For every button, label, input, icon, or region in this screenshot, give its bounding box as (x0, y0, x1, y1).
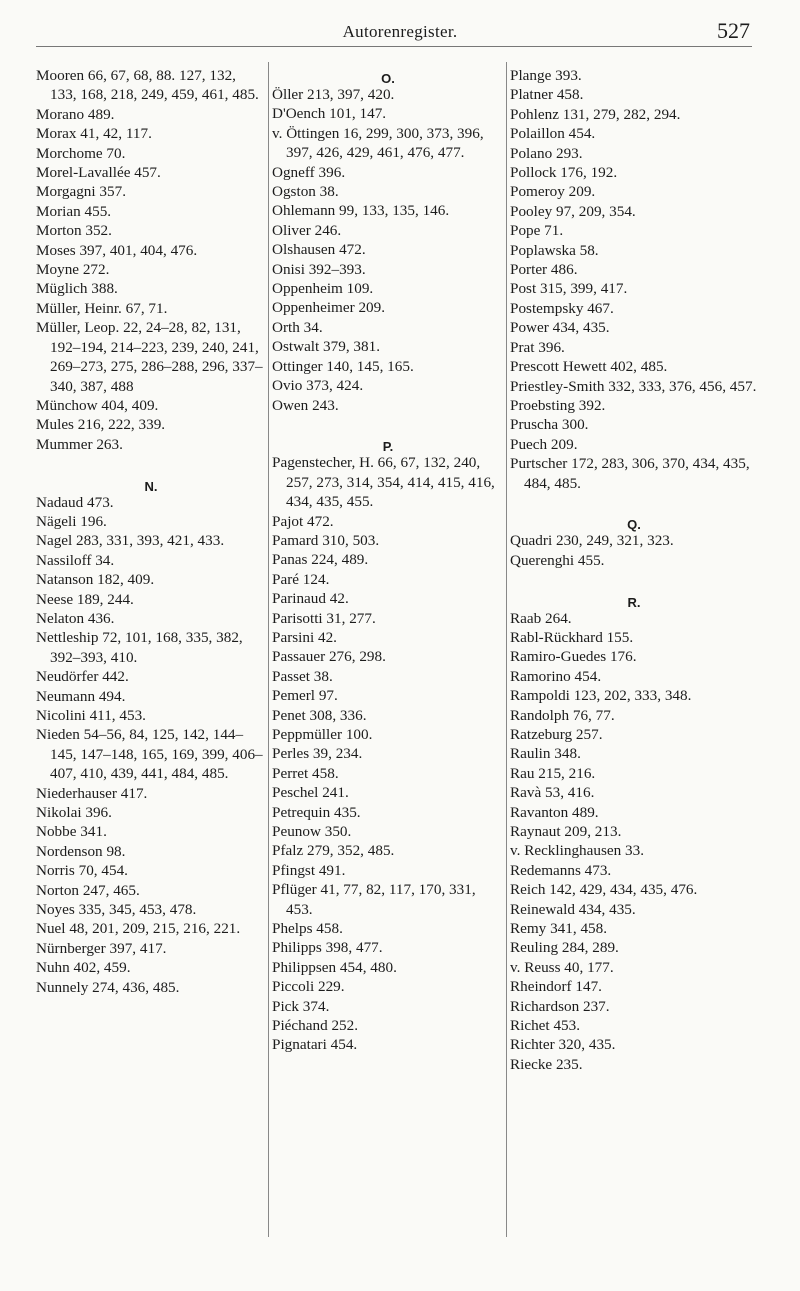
index-entry: Neese 189, 244. (36, 590, 134, 608)
index-entry: Parinaud 42. (272, 590, 349, 608)
index-entry: Passauer 276, 298. (272, 648, 386, 666)
index-entry: Oppenheim 109. (272, 280, 374, 298)
index-entry: Pagenstecher, H. 66, 67, 132, 240, 257, 273, 314, 354, 414, 415, 416, 434, 435, 455. (272, 454, 495, 511)
index-entry: Prat 396. (510, 338, 565, 356)
index-column-1 (36, 66, 266, 997)
index-entry: Owen 243. (272, 396, 339, 414)
index-entry: Peunow 350. (272, 823, 352, 841)
index-entry: Nuhn 402, 459. (36, 959, 131, 977)
index-entry: Perles 39, 234. (272, 745, 363, 763)
index-entry: Norton 247, 465. (36, 881, 140, 899)
index-entry: Raulin 348. (510, 745, 581, 763)
index-entry: Petrequin 435. (272, 803, 361, 821)
index-entry: Nunnely 274, 436, 485. (36, 978, 180, 996)
index-entry: Reinewald 434, 435. (510, 900, 636, 918)
index-entry: Morton 352. (36, 222, 112, 240)
index-entry: Natanson 182, 409. (36, 571, 155, 589)
index-entry: Redemanns 473. (510, 861, 612, 879)
index-entry: Pajot 472. (272, 512, 334, 530)
index-entry: Ogneff 396. (272, 163, 346, 181)
section-letter: N. (144, 478, 158, 494)
index-entry: Richter 320, 435. (510, 1036, 616, 1054)
index-entry: Philippsen 454, 480. (272, 958, 397, 976)
index-entry: Nägeli 196. (36, 512, 107, 530)
index-entry: D'Oench 101, 147. (272, 105, 387, 123)
index-entry: Rampoldi 123, 202, 333, 348. (510, 687, 692, 705)
index-entry: Orth 34. (272, 318, 323, 336)
index-entry: Porter 486. (510, 261, 578, 279)
index-entry: Oliver 246. (272, 221, 342, 239)
index-entry: Passet 38. (272, 667, 333, 685)
index-entry: Randolph 76, 77. (510, 706, 615, 724)
index-entry: Parisotti 31, 277. (272, 609, 376, 627)
index-entry: Pemerl 97. (272, 687, 338, 705)
index-entry: Post 315, 399, 417. (510, 280, 628, 298)
index-entry: Morchome 70. (36, 144, 126, 162)
index-entry: Müller, Leop. 22, 24–28, 82, 131, 192–194, 214–223, 239, 240, 241, 269–273, 275, 286–288, 296, 337–340, 387, 488 (36, 319, 263, 395)
index-entry: Postempsky 467. (510, 299, 614, 317)
index-entry: v. Recklinghausen 33. (510, 842, 644, 860)
index-entry: Olshausen 472. (272, 241, 366, 259)
index-entry: Pollock 176, 192. (510, 164, 618, 182)
index-entry: Nadaud 473. (36, 493, 114, 511)
column-divider (506, 62, 507, 1237)
index-entry: Norris 70, 454. (36, 862, 128, 880)
index-entry: Piéchand 252. (272, 1017, 359, 1035)
index-entry: Onisi 392–393. (272, 260, 366, 278)
index-entry: Müglich 388. (36, 280, 118, 298)
index-entry: Nettleship 72, 101, 168, 335, 382, 392–393, 410. (36, 629, 243, 666)
index-entry: Phelps 458. (272, 920, 343, 938)
index-entry: Parsini 42. (272, 628, 337, 646)
page-header (0, 18, 800, 48)
index-entry: Morano 489. (36, 105, 115, 123)
index-entry: Polano 293. (510, 144, 583, 162)
index-entry: Power 434, 435. (510, 319, 610, 337)
index-entry: Müller, Heinr. 67, 71. (36, 299, 168, 317)
index-entry: Nicolini 411, 453. (36, 706, 146, 724)
index-entry: Panas 224, 489. (272, 551, 369, 569)
index-entry: Rabl-Rückhard 155. (510, 628, 634, 646)
section-letter: Q. (627, 517, 641, 533)
index-entry: Ovio 373, 424. (272, 377, 364, 395)
index-entry: Mules 216, 222, 339. (36, 416, 166, 434)
index-entry: Ogston 38. (272, 183, 339, 201)
section-letter: O. (381, 71, 395, 86)
index-entry: Ravanton 489. (510, 803, 599, 821)
index-entry: Piccoli 229. (272, 978, 345, 996)
index-entry: Pignatari 454. (272, 1036, 358, 1054)
index-entry: Puech 209. (510, 435, 578, 453)
index-entry: Nobbe 341. (36, 823, 107, 841)
index-entry: Ratzeburg 257. (510, 725, 603, 743)
index-entry: Pope 71. (510, 222, 564, 240)
index-entry: Oppenheimer 209. (272, 299, 386, 317)
index-entry: Nelaton 436. (36, 609, 115, 627)
index-entry: Ohlemann 99, 133, 135, 146. (272, 202, 450, 220)
index-entry: Quadri 230, 249, 321, 323. (510, 532, 674, 550)
section-gap (510, 570, 758, 589)
index-entry: Pfingst 491. (272, 861, 346, 879)
index-entry: Poplawska 58. (510, 241, 599, 259)
index-entry: Raynaut 209, 213. (510, 823, 622, 840)
index-entry: Paré 124. (272, 570, 330, 588)
index-entry: Platner 458. (510, 86, 584, 104)
index-entry: Öller 213, 397, 420. (272, 86, 395, 103)
index-entry: Richardson 237. (510, 997, 610, 1015)
index-entry: Niederhauser 417. (36, 784, 148, 802)
index-entry: Pomeroy 209. (510, 183, 596, 201)
index-entry: Morax 41, 42, 117. (36, 125, 152, 143)
index-entry: Peppmüller 100. (272, 725, 373, 743)
index-entry: Morian 455. (36, 202, 112, 220)
index-entry: Riecke 235. (510, 1055, 583, 1073)
index-entry: Ramorino 454. (510, 667, 602, 685)
index-entry: Nuel 48, 201, 209, 215, 216, 221. (36, 920, 241, 938)
index-entry: Penet 308, 336. (272, 706, 367, 724)
section-letter: P. (382, 439, 394, 455)
index-entry: Reich 142, 429, 434, 435, 476. (510, 881, 698, 899)
index-entry: Pamard 310, 503. (272, 531, 380, 549)
index-entry: Pruscha 300. (510, 416, 589, 434)
index-entry: Nieden 54–56, 84, 125, 142, 144–145, 147–148, 165, 169, 399, 406–407, 410, 439, 441, 484, 485. (36, 726, 263, 783)
index-entry: Remy 341, 458. (510, 920, 608, 938)
index-entry: v. Reuss 40, 177. (510, 958, 614, 976)
column-divider (268, 62, 269, 1237)
index-entry: Pfalz 279, 352, 485. (272, 842, 395, 860)
index-entry: Rau 215, 216. (510, 764, 596, 782)
index-entry: Pick 374. (272, 997, 330, 1015)
index-entry: Richet 453. (510, 1017, 581, 1035)
index-entry: Philipps 398, 477. (272, 939, 383, 957)
index-entry: Perret 458. (272, 764, 339, 782)
index-entry: Moyne 272. (36, 261, 110, 279)
running-title: Autorenregister. (342, 22, 458, 41)
page-number: 527 (717, 18, 750, 43)
index-entry: Neumann 494. (36, 687, 126, 705)
index-entry: Reuling 284, 289. (510, 939, 619, 957)
index-entry: Noyes 335, 345, 453, 478. (36, 901, 197, 919)
index-entry: Plange 393. (510, 67, 582, 84)
index-entry: Nassiloff 34. (36, 551, 115, 569)
index-entry: Ostwalt 379, 381. (272, 338, 380, 356)
index-entry: Morgagni 357. (36, 183, 126, 201)
index-entry: Pohlenz 131, 279, 282, 294. (510, 105, 681, 123)
section-letter: R. (627, 594, 641, 610)
index-entry: Prescott Hewett 402, 485. (510, 358, 668, 376)
index-entry: Pooley 97, 209, 354. (510, 202, 636, 220)
index-entry: Raab 264. (510, 609, 572, 627)
index-entry: Ravà 53, 416. (510, 784, 595, 802)
index-entry: Moses 397, 401, 404, 476. (36, 241, 198, 259)
index-entry: Proebsting 392. (510, 396, 606, 414)
index-entry: Priestley-Smith 332, 333, 376, 456, 457. (510, 377, 757, 395)
index-entry: Purtscher 172, 283, 306, 370, 434, 435, 484, 485. (510, 455, 750, 492)
section-gap (272, 415, 504, 434)
index-entry: Rheindorf 147. (510, 978, 602, 996)
index-column-3 (510, 66, 758, 1074)
index-entry: Pflüger 41, 77, 82, 117, 170, 331, 453. (272, 881, 476, 918)
index-entry: Polaillon 454. (510, 125, 596, 143)
index-entry: Ramiro-Guedes 176. (510, 648, 637, 666)
section-gap (510, 493, 758, 512)
index-entry: Peschel 241. (272, 784, 349, 802)
index-column-2 (272, 66, 504, 1055)
index-entry: Nagel 283, 331, 393, 421, 433. (36, 532, 225, 550)
index-entry: Ottinger 140, 145, 165. (272, 357, 414, 375)
index-entry: Nikolai 396. (36, 804, 112, 822)
index-entry: Nordenson 98. (36, 842, 126, 860)
index-entry: Mooren 66, 67, 68, 88. 127, 132, 133, 168, 218, 249, 459, 461, 485. (36, 67, 259, 104)
index-entry: Nürnberger 397, 417. (36, 939, 167, 957)
index-entry: Neudörfer 442. (36, 668, 129, 686)
index-entry: Querenghi 455. (510, 551, 605, 569)
header-rule (36, 46, 752, 47)
section-gap (36, 454, 266, 473)
index-entry: Mummer 263. (36, 435, 123, 453)
index-entry: v. Öttingen 16, 299, 300, 373, 396, 397, 426, 429, 461, 476, 477. (272, 124, 484, 162)
index-entry: Münchow 404, 409. (36, 396, 159, 414)
index-entry: Morel-Lavallée 457. (36, 164, 161, 182)
